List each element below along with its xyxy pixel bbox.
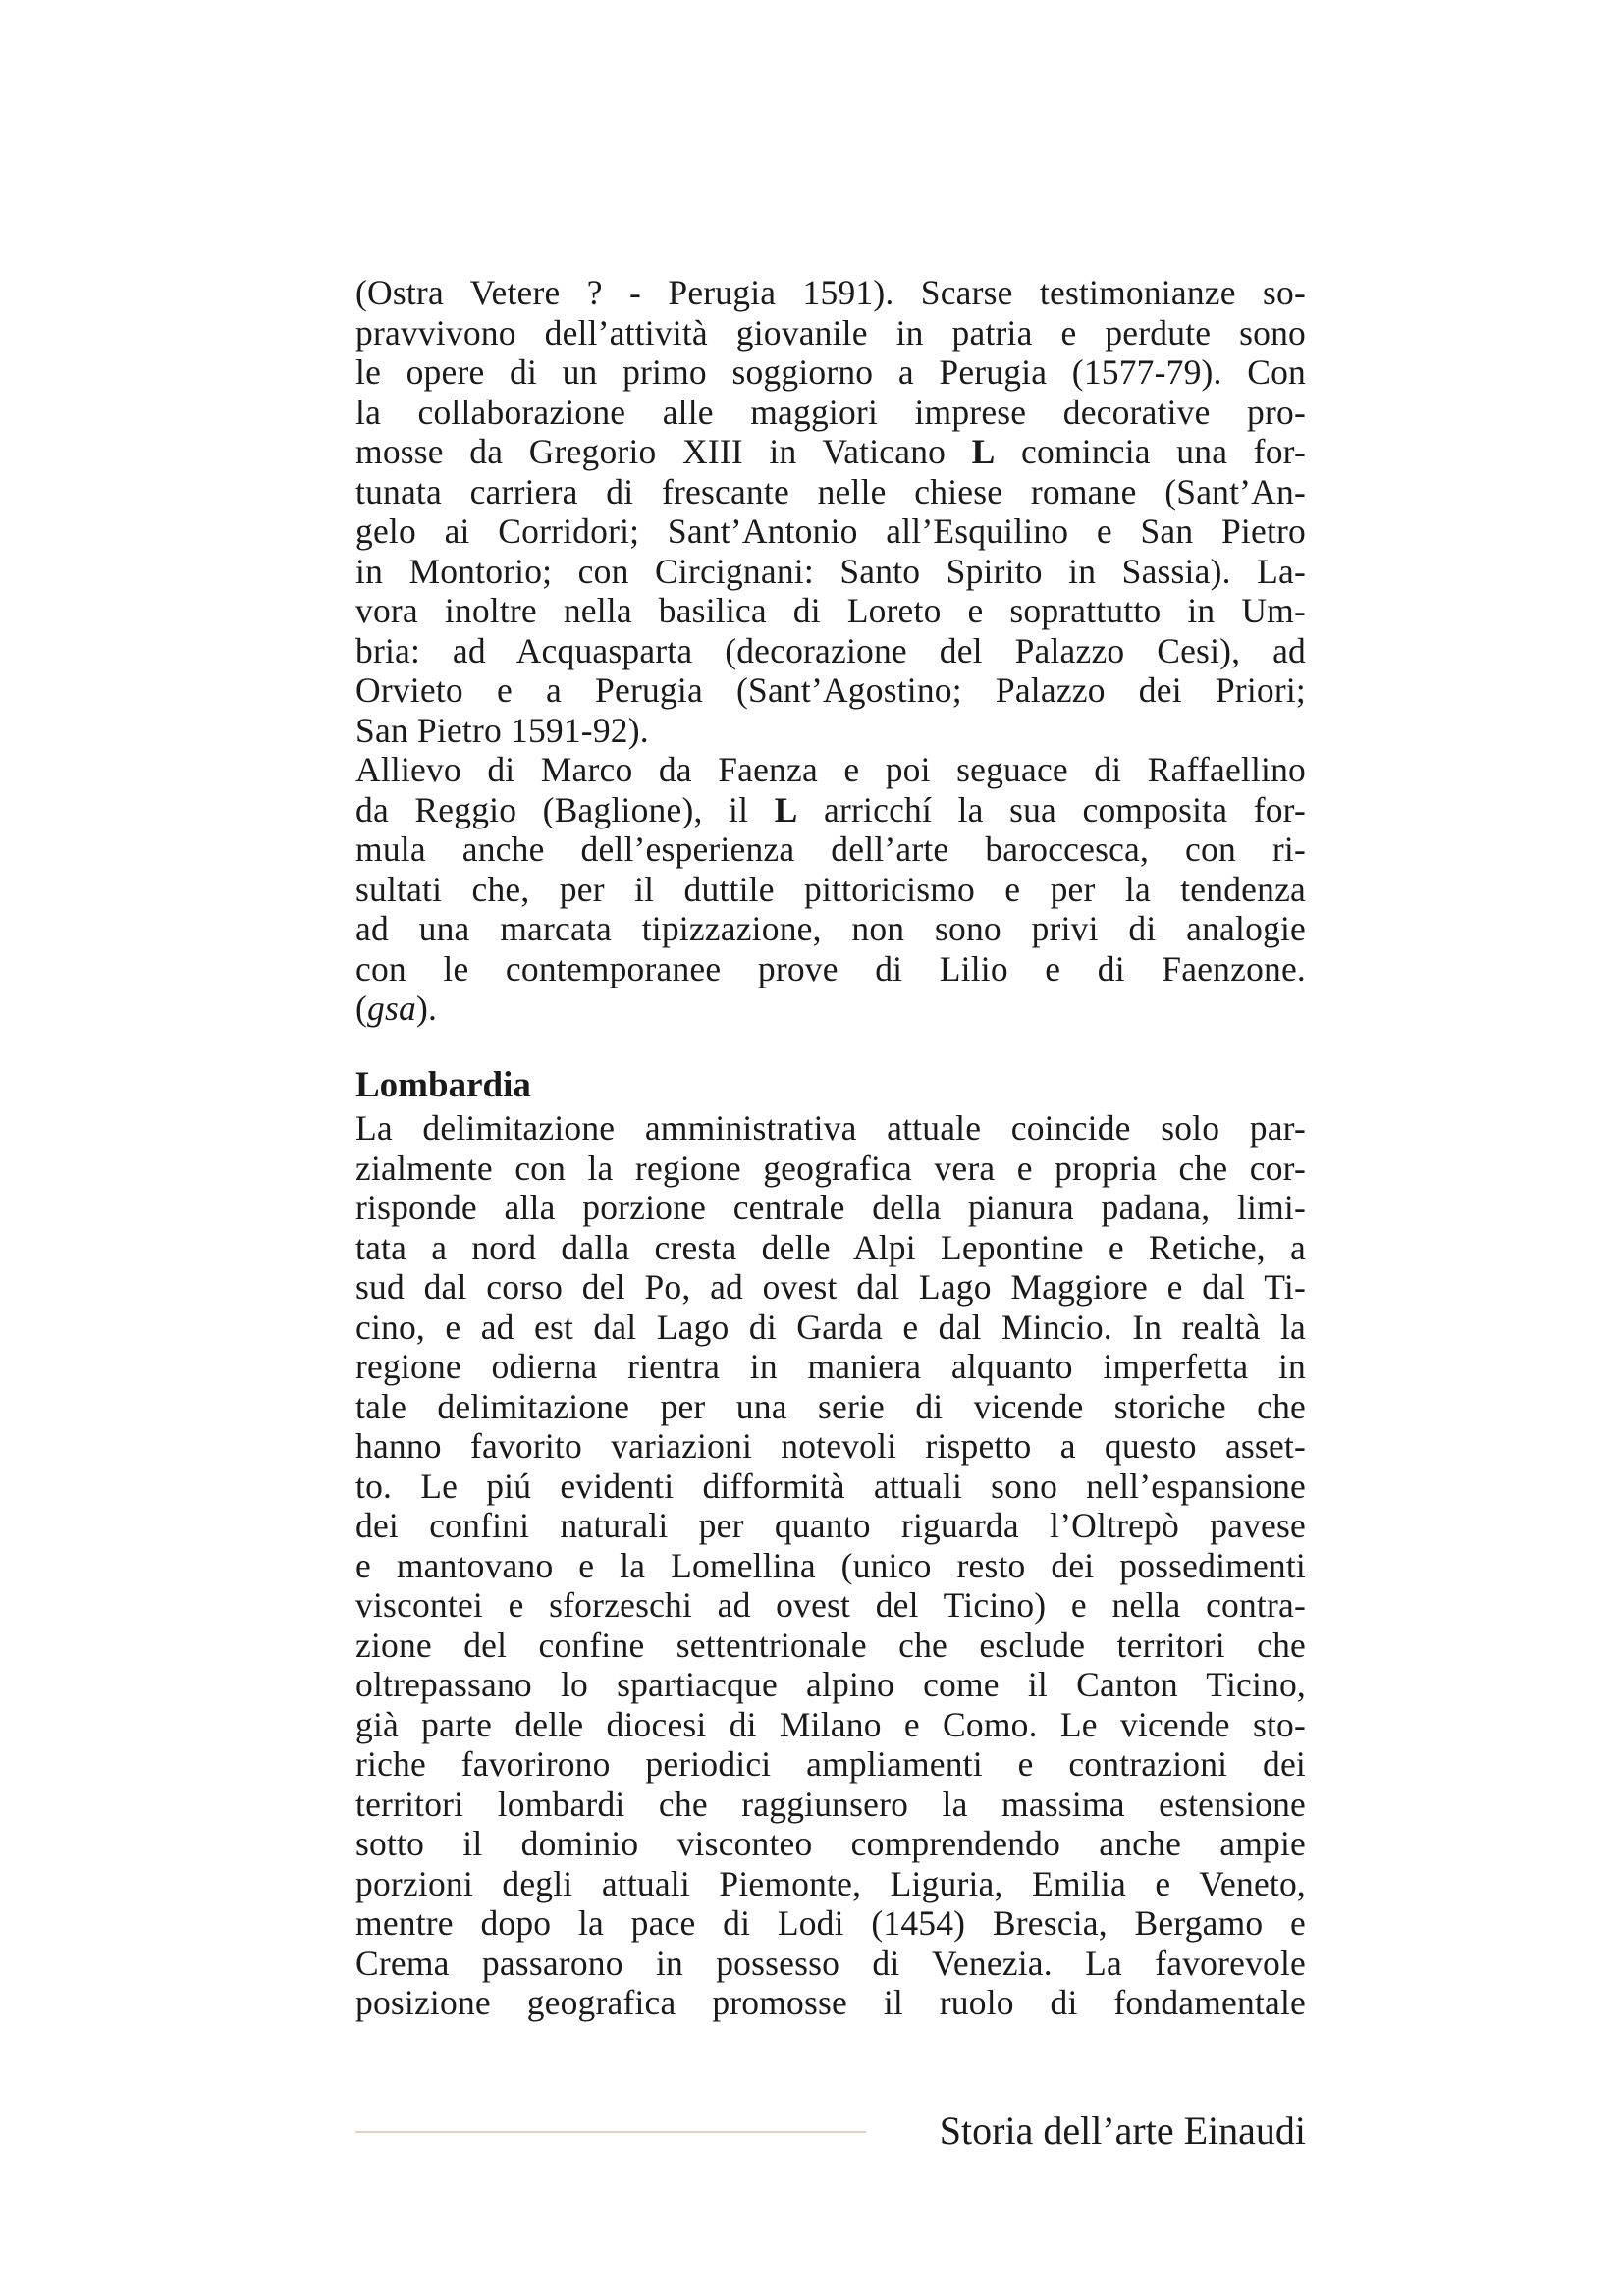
section-line: regione odierna rientra in maniera alquanto imperfetta in [355,1347,1306,1386]
section-line: to. Le piú evidenti difformità attuali sono nell’espansione [355,1466,1306,1506]
entry-line: la collaborazione alle maggiori imprese decorative pro- [355,392,1306,432]
section-body [355,1108,1306,2023]
section-line: già parte delle diocesi di Milano e Como. Le vicende sto- [355,1704,1306,1744]
entry-body [355,273,1306,1029]
section-line: mentre dopo la pace di Lodi (1454) Brescia, Bergamo e [355,1903,1306,1943]
section-line: posizione geografica promosse il ruolo di fondamentale [355,1983,1306,2022]
entry-line: Allievo di Marco da Faenza e poi seguace di Raffaellino [355,750,1306,789]
section-line: cino, e ad est dal Lago di Garda e dal Mincio. In realtà la [355,1307,1306,1347]
section-line: oltrepassano lo spartiacque alpino come il Canton Ticino, [355,1665,1306,1704]
section-line: La delimitazione amministrativa attuale coincide solo par- [355,1108,1306,1148]
section-line: territori lombardi che raggiunsero la massima estensione [355,1784,1306,1824]
artist-initial: L [971,432,996,471]
entry-line: bria: ad Acquasparta (decorazione del Palazzo Cesi), ad [355,630,1306,670]
section-line: Crema passarono in possesso di Venezia. La favorevole [355,1943,1306,1983]
entry-line: in Montorio; con Circignani: Santo Spirito in Sassia). La- [355,551,1306,591]
entry-line: ad una marcata tipizzazione, non sono privi di analogie [355,909,1306,948]
entry-line: gelo ai Corridori; Sant’Antonio all’Esquilino e San Pietro [355,511,1306,551]
footer-publication-title: Storia dell’arte Einaudi [939,2109,1306,2153]
entry-line: tunata carriera di frescante nelle chiese romane (Sant’An- [355,471,1306,511]
entry-line: (gsa). [355,988,438,1028]
section-line: dei confini naturali per quanto riguarda l’Oltrepò pavese [355,1506,1306,1545]
entry-line: (Ostra Vetere ? - Perugia 1591). Scarse testimonianze so- [355,273,1306,312]
footer-rule [355,2131,866,2133]
section-line: zialmente con la regione geografica vera e propria che cor- [355,1148,1306,1188]
section-line: tale delimitazione per una serie di vicende storiche che [355,1386,1306,1426]
section-line: sud dal corso del Po, ad ovest dal Lago Maggiore e dal Ti- [355,1267,1306,1307]
entry-line: Orvieto e a Perugia (Sant’Agostino; Palazzo dei Priori; [355,670,1306,710]
section-line: tata a nord dalla cresta delle Alpi Lepontine e Retiche, a [355,1227,1306,1267]
entry-line: con le contemporanee prove di Lilio e di Faenzone. [355,948,1306,988]
section-line: risponde alla porzione centrale della pianura padana, limi- [355,1188,1306,1227]
entry-line: vora inoltre nella basilica di Loreto e soprattutto in Um- [355,591,1306,630]
artist-initial: L [774,789,798,829]
section-line: zione del confine settentrionale che esclude territori che [355,1625,1306,1665]
entry-line: mosse da Gregorio XIII in Vaticano L comincia una for- [355,432,1306,471]
section-line: viscontei e sforzeschi ad ovest del Ticino) e nella contra- [355,1585,1306,1625]
section-line: riche favorirono periodici ampliamenti e contrazioni dei [355,1744,1306,1784]
entry-line: da Reggio (Baglione), il L arricchí la sua composita for- [355,789,1307,829]
author-initials: gsa [367,988,416,1028]
section-line: sotto il dominio visconteo comprendendo anche ampie [355,1824,1306,1863]
section-line: porzioni degli attuali Piemonte, Liguria, Emilia e Veneto, [355,1863,1306,1903]
entry-line: mula anche dell’esperienza dell’arte baroccesca, con ri- [355,829,1306,869]
entry-line: pravvivono dell’attività giovanile in patria e perdute sono [355,312,1306,352]
entry-line: San Pietro 1591-92). [355,710,649,750]
entry-line: le opere di un primo soggiorno a Perugia (1577-79). Con [355,352,1306,392]
entry-line: sultati che, per il duttile pittoricismo e per la tendenza [355,869,1306,909]
section-heading: Lombardia [355,1065,531,1105]
section-line: hanno favorito variazioni notevoli rispetto a questo asset- [355,1426,1306,1466]
section-line: e mantovano e la Lomellina (unico resto dei possedimenti [355,1545,1306,1585]
